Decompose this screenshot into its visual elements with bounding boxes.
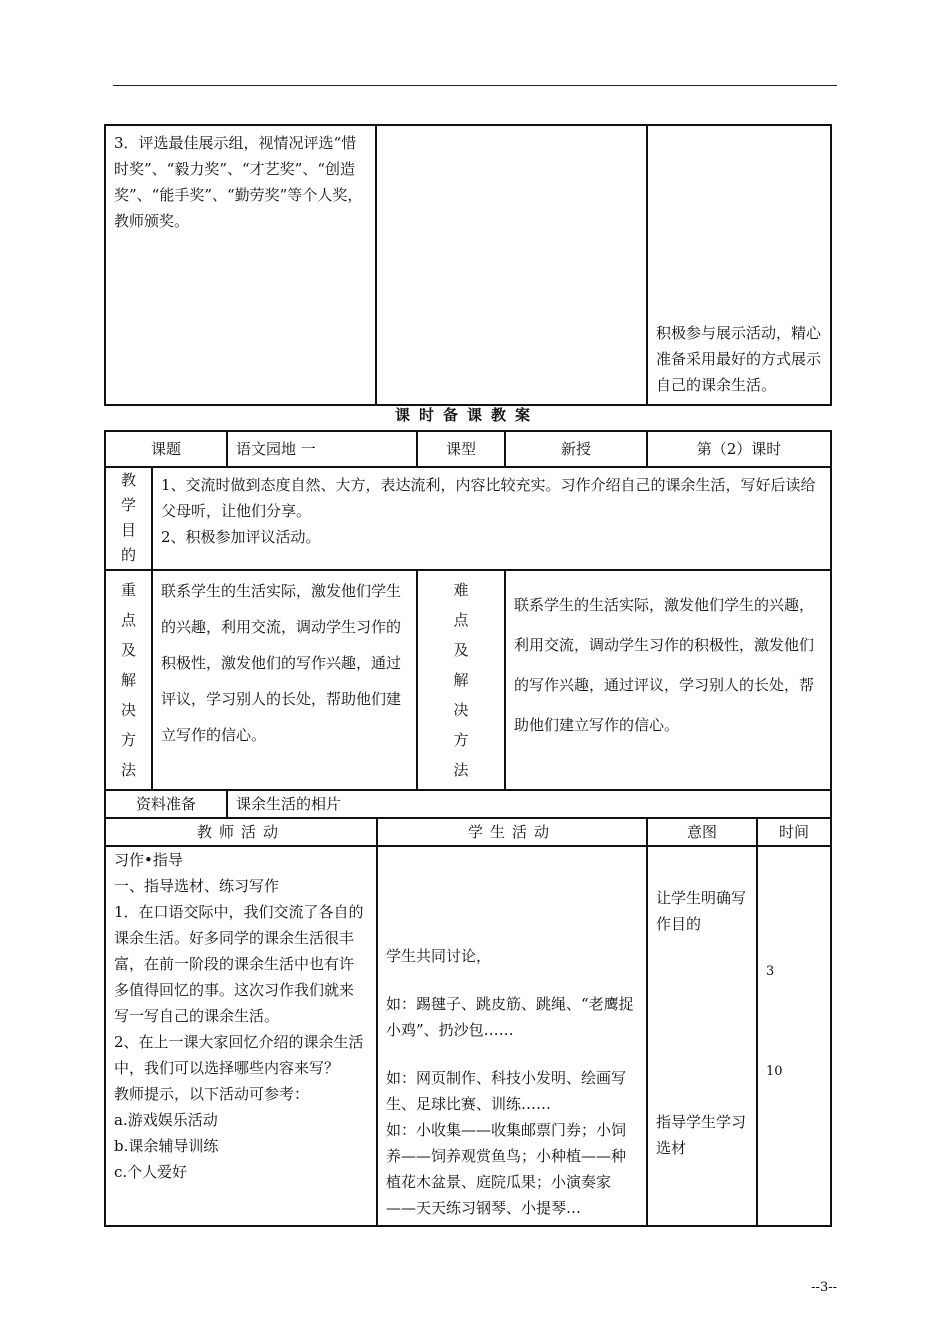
lesson-plan-table <box>104 430 832 1227</box>
top-table <box>104 124 832 406</box>
col-time: 时间 <box>757 818 831 846</box>
student-activity: 学生共同讨论， 如：踢毽子、跳皮筋、跳绳、“老鹰捉小鸡”、扔沙包…… 如：网页制作、科技小发明、绘画写生、足球比赛、训练…… 如：小收集——收集邮票门券；小饲养——饲养观赏鱼鸟；小种植——种植花木盆景、庭院瓜果；小演奏家——天天练习钢琴、小提琴… <box>377 846 647 1226</box>
col-intent: 意图 <box>647 818 757 846</box>
focus-text: 联系学生的生活实际，激发他们学生的兴趣，利用交流，调动学生习作的积极性，激发他们的写作兴趣，通过评议，学习别人的长处，帮助他们建立写作的信心。 <box>152 570 417 790</box>
page-number: --3-- <box>811 1280 837 1295</box>
goal-label: 教 学 目 的 <box>120 471 136 564</box>
focus-label: 重 点 及 解 决 方 法 <box>120 581 136 779</box>
col-teacher: 教师活动 <box>105 818 377 846</box>
type-value: 新授 <box>505 431 647 467</box>
period: 第（2）课时 <box>647 431 831 467</box>
intent: 让学生明确写作目的 指导学生学习选材 <box>647 846 757 1226</box>
top-col2 <box>376 125 647 405</box>
materials-label: 资料准备 <box>105 790 227 818</box>
goal-line-2: 2、积极参加评议活动。 <box>161 528 321 546</box>
top-col1: 3．评选最佳展示组，视情况评选“惜时奖”、“毅力奖”、“才艺奖”、“创造奖”、“能手奖”、“勤劳奖”等个人奖，教师颁奖。 <box>105 125 376 405</box>
teacher-activity: 习作•指导 一、指导选材、练习写作 1．在口语交际中，我们交流了各自的课余生活。好多同学的课余生活很丰富，在前一阶段的课余生活中也有许多值得回忆的事。这次习作我们就来写一写自己的课余生活。 2、在上一课大家回忆介绍的课余生活中，我们可以选择哪些内容来写？ 教师提示，以下活动可参考： a.游戏娱乐活动 b.课余辅导训练 c.个人爱好 <box>105 846 377 1226</box>
topic-label: 课题 <box>105 431 227 467</box>
goal-line-1: 1、交流时做到态度自然、大方，表达流利，内容比较充实。习作介绍自己的课余生活，写好后读给父母听，让他们分享。 <box>161 476 816 520</box>
materials-value: 课余生活的相片 <box>227 790 831 818</box>
difficulty-label: 难 点 及 解 决 方 法 <box>453 581 469 779</box>
topic-value: 语文园地 一 <box>227 431 417 467</box>
top-col3: 积极参与展示活动，精心准备采用最好的方式展示自己的课余生活。 <box>656 324 822 394</box>
difficulty-text: 联系学生的生活实际，激发他们学生的兴趣，利用交流，调动学生习作的积极性，激发他们的写作兴趣，通过评议，学习别人的长处，帮助他们建立写作的信心。 <box>505 570 831 790</box>
header-rule <box>113 85 837 86</box>
type-label: 课型 <box>417 431 505 467</box>
col-student: 学生活动 <box>377 818 647 846</box>
time: 3 10 <box>757 846 831 1226</box>
plan-title: 课时备课教案 <box>394 406 539 424</box>
